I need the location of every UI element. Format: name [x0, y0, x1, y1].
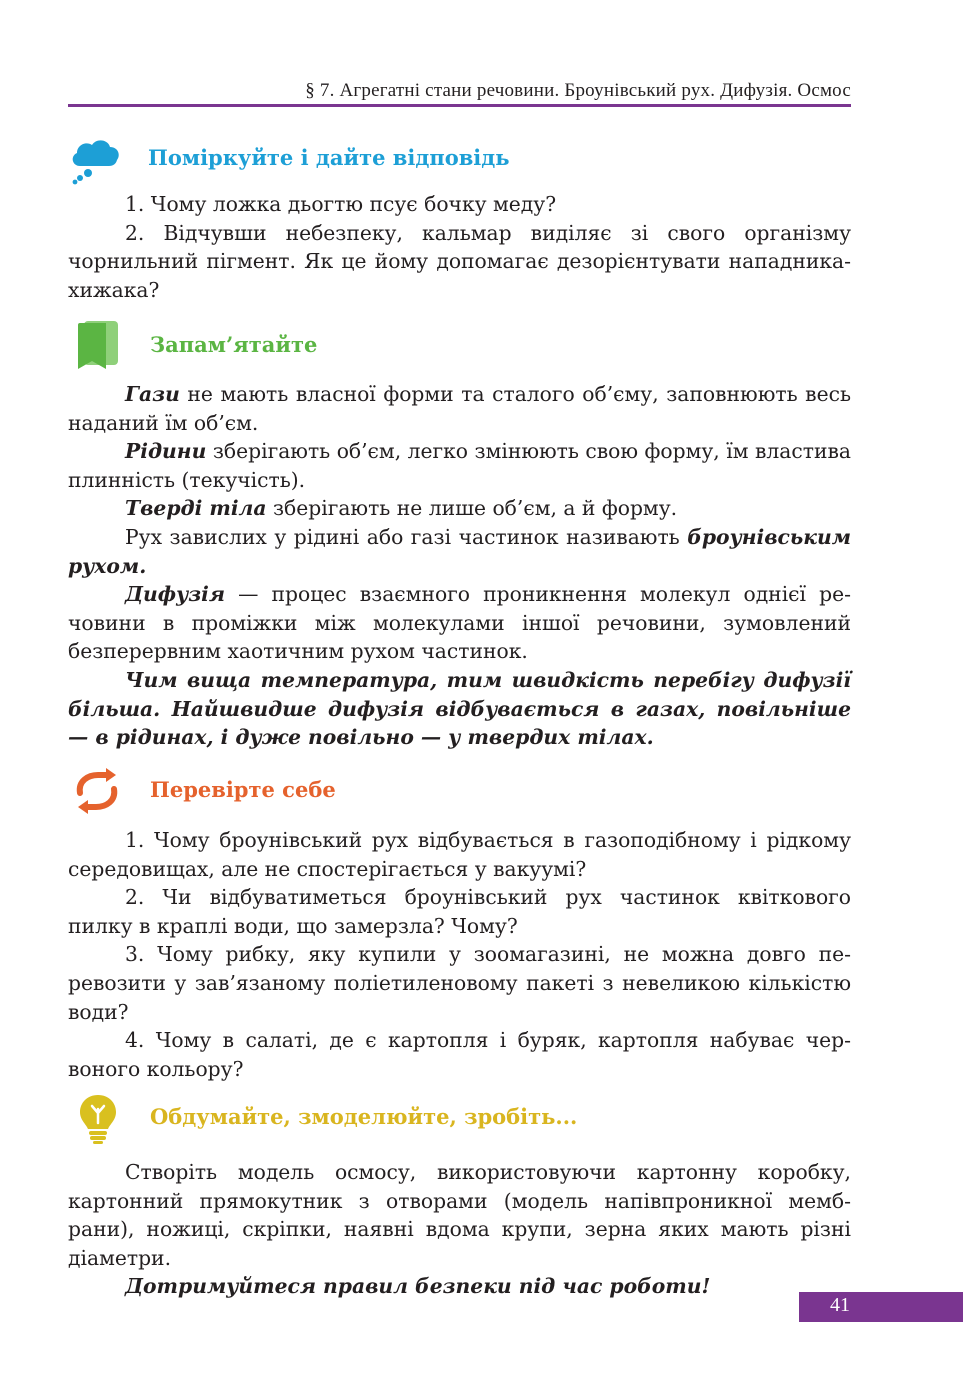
remember-section-title: Запам’ятайте: [150, 332, 318, 357]
temperature-rule: Чим вища температура, тим швидкість перебігу дифузії більша. Найшвидше дифузія відбувається в газах, повільніше — в рідинах, і дуже повільно — у твердих тілах.: [68, 667, 851, 750]
liquids-text: зберігають об’єм, легко змінюють свою форму, їм властива плинність (текучість).: [68, 439, 851, 492]
remember-content: [68, 380, 851, 752]
cloud-icon: [68, 136, 122, 186]
check-question-4: 4. Чому в салаті, де є картопля і буряк, картопля набуває червоного кольору?: [68, 1028, 851, 1081]
solids-term: Тверді тіла: [125, 496, 267, 521]
think-section-title: Поміркуйте і дайте відповідь: [148, 145, 510, 170]
think-questions: [68, 190, 851, 304]
check-questions: [68, 826, 851, 1083]
brownian-end: .: [139, 553, 147, 578]
safety-note: Дотримуйтеся правил безпеки під час роботи!: [125, 1274, 711, 1299]
brownian-definition: [68, 523, 851, 580]
think-question-1: 1. Чому ложка дьогтю псує бочку меду?: [125, 192, 557, 216]
gases-term: Гази: [125, 382, 180, 406]
bookmark-icon: [76, 321, 120, 371]
diffusion-definition: [68, 580, 851, 666]
running-title: § 7. Агрегатні стани речовини. Броунівський рух. Дифузія. Осмос: [305, 80, 851, 101]
brownian-text: Рух завислих у рідині або газі частинок називають: [125, 524, 688, 549]
lightbulb-icon: [78, 1093, 118, 1145]
check-question-2: 2. Чи відбуватиметься броунівський рух частинок квіткового пилку в краплі води, що замерзла? Чому?: [68, 885, 851, 938]
liquids-definition: [68, 437, 851, 494]
check-question-1: 1. Чому броунівський рух відбувається в газоподібному і рідкому середовищах, але не спостерігається у вакуумі?: [68, 828, 851, 881]
gases-text: не мають власної форми та сталого об’єму, заповнюють весь наданий їм об’єм.: [68, 382, 851, 435]
model-content: [68, 1158, 851, 1301]
refresh-arrows-icon: [70, 767, 124, 815]
solids-definition: [68, 494, 851, 523]
check-question-3: 3. Чому рибку, яку купили у зоомагазині, не можна довго перевозити у зав’язаному поліетиленовому пакеті з невеликою кількістю води?: [68, 942, 851, 1024]
think-question-2: 2. Відчувши небезпеку, кальмар виділяє зі свого організму чорнильний пігмент. Як це йому допомагає дезорієнтувати нападника-хижака?: [68, 220, 851, 302]
model-task: Створіть модель осмосу, використовуючи картонну коробку, картонний прямокутник з отворами (модель напівпроникної мембрани), ножиці, скріпки, наявні вдома крупи, зерна яких мають різні діаметри.: [68, 1160, 851, 1270]
brownian-term: броунівським рухом: [68, 524, 851, 578]
model-section-title: Обдумайте, змоделюйте, зробіть...: [150, 1104, 578, 1129]
check-section-title: Перевірте себе: [150, 777, 336, 802]
diffusion-term: Дифузія: [125, 582, 225, 607]
liquids-term: Рідини: [125, 439, 207, 464]
solids-text: зберігають не лише об’єм, а й форму.: [266, 496, 678, 521]
page-number-tab: [799, 1292, 963, 1322]
page-number: 41: [830, 1294, 850, 1316]
diffusion-text: — процес взаємного проникнення молекул однієї речовини в проміжки між молекулами іншої речовини, зумовлений безперервним хаотичним рухом частинок.: [68, 582, 851, 664]
gases-definition: [68, 380, 851, 437]
header-divider: [68, 104, 851, 107]
